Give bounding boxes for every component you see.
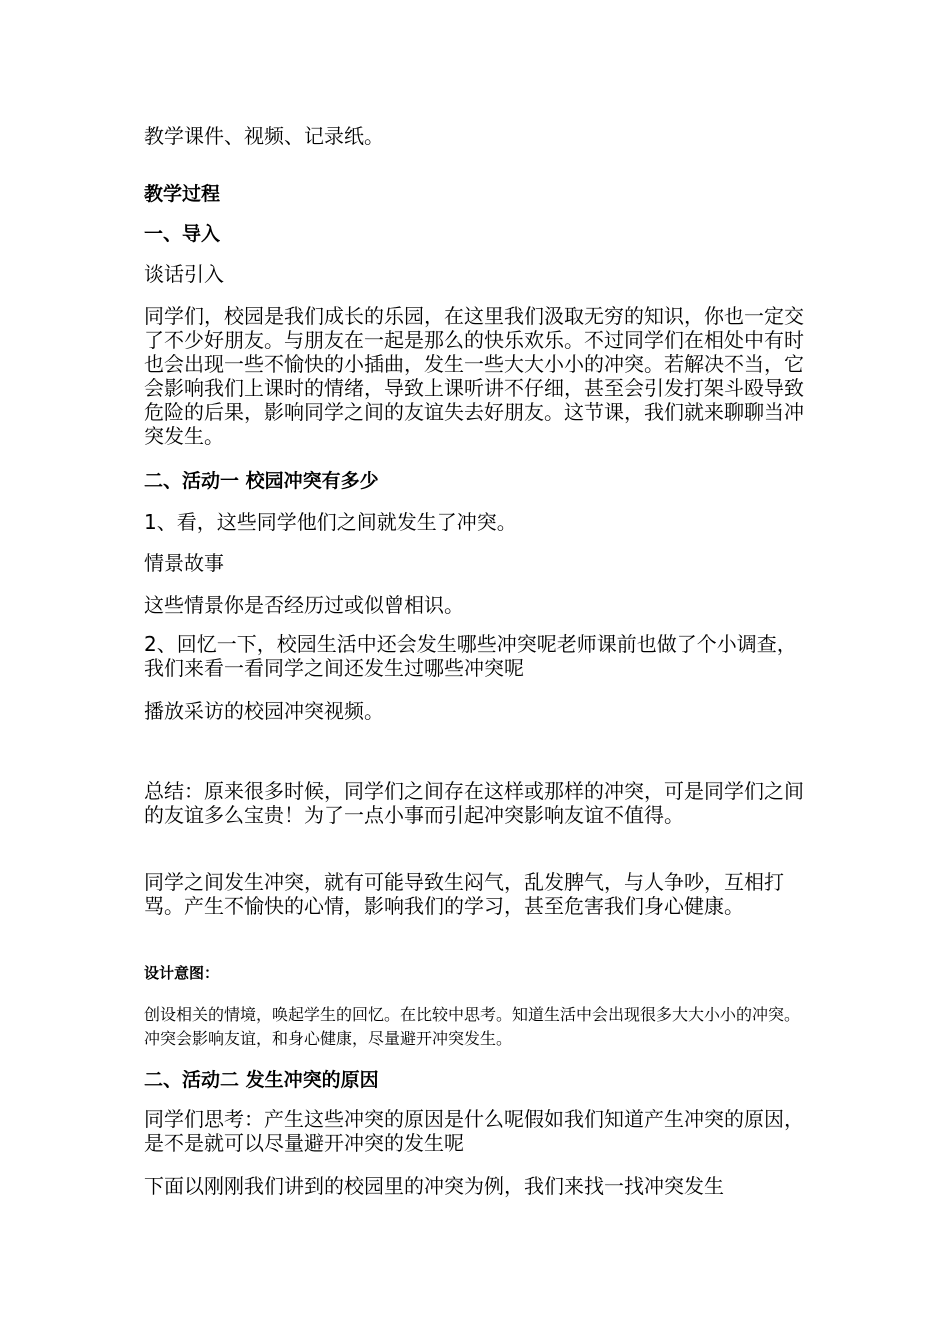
activity-2-think: 同学们思考：产生这些冲突的原因是什么呢假如我们知道产生冲突的原因，是不是就可以尽量避开冲突的发生呢 [144,1107,804,1155]
materials-line: 教学课件、视频、记录纸。 [144,124,384,148]
activity-1-item-1: 1、看，这些同学他们之间就发生了冲突。 [144,510,517,534]
activity-1-item-2: 2、回忆一下，校园生活中还会发生哪些冲突呢老师课前也做了个小调查，我们来看一看同学之间还发生过哪些冲突呢 [144,632,797,680]
intro-subtitle: 谈话引入 [144,262,224,286]
summary-paragraph: 总结：原来很多时候，同学们之间存在这样或那样的冲突，可是同学们之间的友谊多么宝贵！为了一点小事而引起冲突影响友谊不值得。 [144,779,804,827]
intro-paragraph: 同学们，校园是我们成长的乐园，在这里我们汲取无穷的知识，你也一定交了不少好朋友。与朋友在一起是那么的快乐欢乐。不过同学们在相处中有时也会出现一些不愉快的小插曲，发生一些大大小小的冲突。若解决不当，它会影响我们上课时的情绪，导致上课听讲不仔细，甚至会引发打架斗殴导致危险的后果，影响同学之间的友谊失去好朋友。这节课，我们就来聊聊当冲突发生。 [144,304,804,448]
video-line: 播放采访的校园冲突视频。 [144,699,384,723]
scene-question: 这些情景你是否经历过或似曾相识。 [144,593,464,617]
process-title: 教学过程 [144,183,221,205]
section-heading-intro: 一、导入 [144,223,221,245]
consequence-paragraph: 同学之间发生冲突，就有可能导致生闷气，乱发脾气，与人争吵，互相打骂。产生不愉快的心情，影响我们的学习，甚至危害我们身心健康。 [144,870,784,918]
design-intent-title: 设计意图： [144,964,220,982]
section-heading-activity-1: 二、活动一 校园冲突有多少 [144,470,379,492]
design-intent-text: 创设相关的情境，唤起学生的回忆。在比较中思考。知道生活中会出现很多大大小小的冲突。冲突会影响友谊，和身心健康，尽量避开冲突发生。 [144,1005,801,1048]
scene-title: 情景故事 [144,551,224,575]
activity-2-example: 下面以刚刚我们讲到的校园里的冲突为例，我们来找一找冲突发生 [144,1174,724,1198]
section-heading-activity-2: 二、活动二 发生冲突的原因 [144,1069,379,1091]
